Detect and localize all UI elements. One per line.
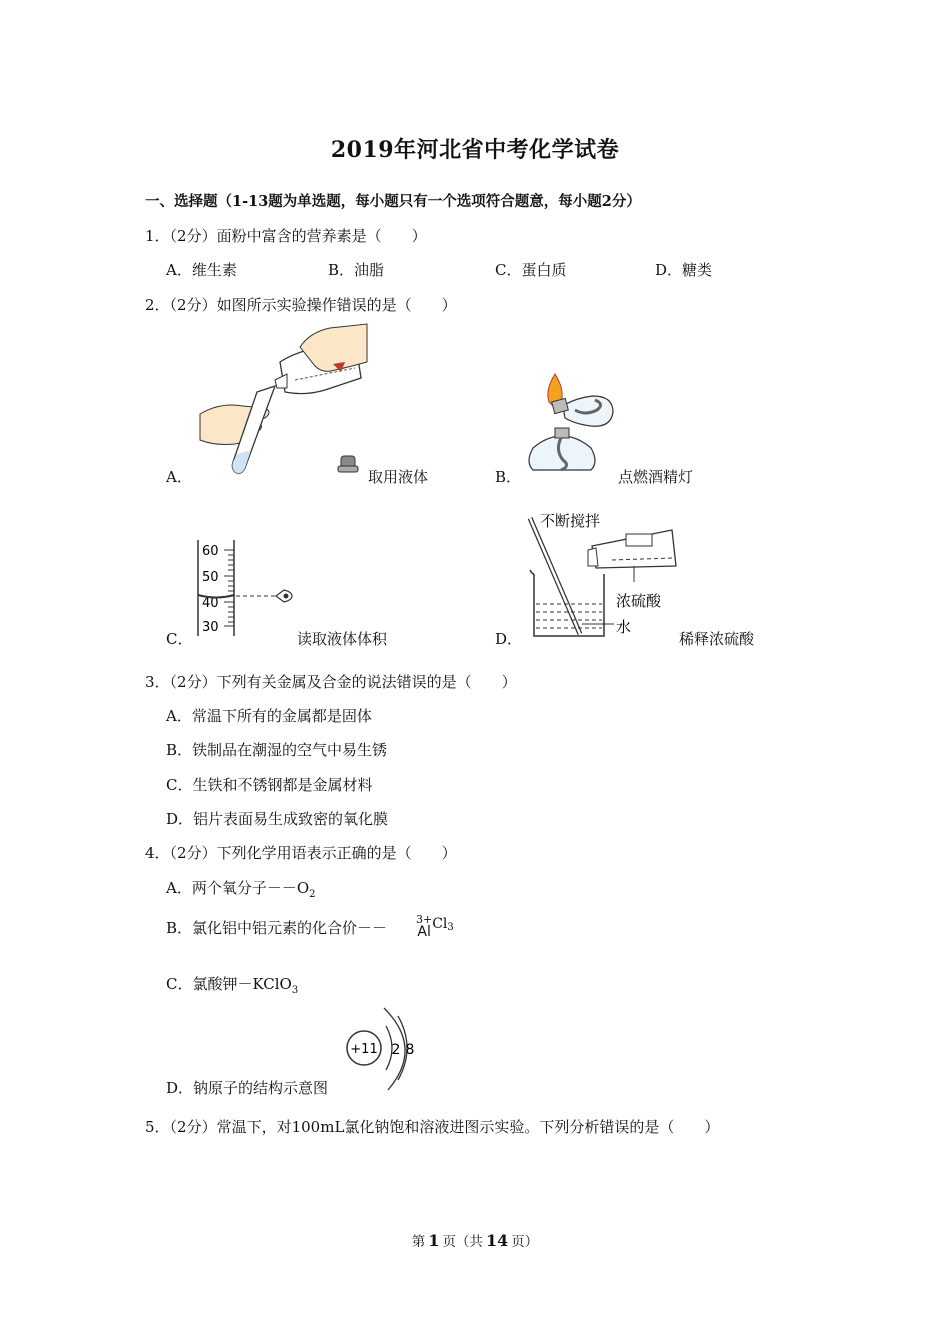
sodium-atom-diagram (340, 1004, 430, 1094)
q4-option-c-text: C．氯酸钾－KClO (166, 975, 292, 993)
section-heading: 一、选择题（1-13题为单选题，每小题只有一个选项符合题意，每小题2分） (145, 193, 641, 210)
figure-diluting-acid (522, 506, 682, 646)
q4-option-c (166, 973, 298, 996)
q4-option-a-sub: 2 (309, 889, 316, 900)
figure-pouring-liquid (195, 322, 370, 482)
cylinder-tick-60: 60 (202, 544, 219, 559)
label-acid: 浓硫酸 (616, 592, 662, 610)
shell-electrons-2: 8 (405, 1042, 415, 1058)
question-2-stem: 2．（2分）如图所示实验操作错误的是（ ） (145, 296, 457, 314)
q2-option-d-letter: D． (495, 630, 523, 648)
cylinder-tick-40: 40 (202, 596, 219, 611)
label-stir: 不断搅拌 (540, 512, 601, 530)
figure-graduated-cylinder (192, 536, 302, 642)
footer-page-number: 1 (428, 1231, 440, 1250)
shell-electrons-1: 2 (391, 1042, 401, 1058)
question-1-stem: 1．（2分）面粉中富含的营养素是（ ） (145, 227, 427, 245)
page-footer (0, 1230, 950, 1250)
q4-option-a (166, 877, 316, 900)
label-water: 水 (616, 618, 632, 636)
cylinder-tick-50: 50 (202, 570, 219, 585)
q4-option-b-cl: Cl (432, 916, 448, 932)
valence-charge: 3+ (416, 913, 433, 926)
q2-option-a-letter: A． (166, 468, 192, 486)
footer-mid: 页（共 (442, 1234, 483, 1250)
q2-option-b-letter: B． (495, 468, 522, 486)
cylinder-tick-30: 30 (202, 620, 219, 635)
q4-option-b-sub: 3 (447, 922, 454, 933)
q1-option-b: B．油脂 (328, 261, 385, 279)
page-title: 2019年河北省中考化学试卷 (330, 137, 620, 163)
question-5-stem: 5．（2分）常温下，对100mL氯化钠饱和溶液进图示实验。下列分析错误的是（ ） (145, 1118, 720, 1136)
valence-notation (416, 914, 432, 939)
q4-option-d: D．钠原子的结构示意图 (166, 1079, 329, 1097)
footer-prefix: 第 (411, 1234, 426, 1250)
q3-option-b: B．铁制品在潮湿的空气中易生锈 (166, 741, 388, 759)
q2-option-c-letter: C． (166, 630, 193, 648)
q4-option-a-text: A．两个氧分子－－O (166, 879, 310, 897)
question-3-stem: 3．（2分）下列有关金属及合金的说法错误的是（ ） (145, 673, 517, 691)
q4-option-b (166, 917, 387, 938)
q4-option-b-text: B．氯化铝中铝元素的化合价－－ (166, 919, 388, 937)
q2-option-d-caption: 稀释浓硫酸 (679, 630, 755, 648)
footer-total-pages: 14 (485, 1231, 509, 1250)
figure-alcohol-lamp (515, 370, 625, 480)
q4-option-c-sub: 3 (291, 985, 299, 996)
valence-element: Al (417, 924, 431, 940)
question-4-stem: 4．（2分）下列化学用语表示正确的是（ ） (145, 844, 457, 862)
q3-option-c: C．生铁和不锈钢都是金属材料 (166, 776, 373, 794)
q1-option-c: C．蛋白质 (495, 261, 567, 279)
q2-option-a-caption: 取用液体 (368, 468, 429, 486)
q3-option-a: A．常温下所有的金属都是固体 (166, 707, 372, 725)
q4-option-b-formula (412, 914, 454, 939)
q2-option-c-caption: 读取液体体积 (297, 630, 388, 648)
footer-suffix: 页） (511, 1234, 539, 1250)
nucleus-charge: +11 (350, 1042, 378, 1057)
q2-option-b-caption: 点燃酒精灯 (618, 468, 694, 486)
q1-option-a: A．维生素 (166, 261, 237, 279)
q1-option-d: D．糖类 (655, 261, 713, 279)
q3-option-d: D．铝片表面易生成致密的氧化膜 (166, 810, 389, 828)
